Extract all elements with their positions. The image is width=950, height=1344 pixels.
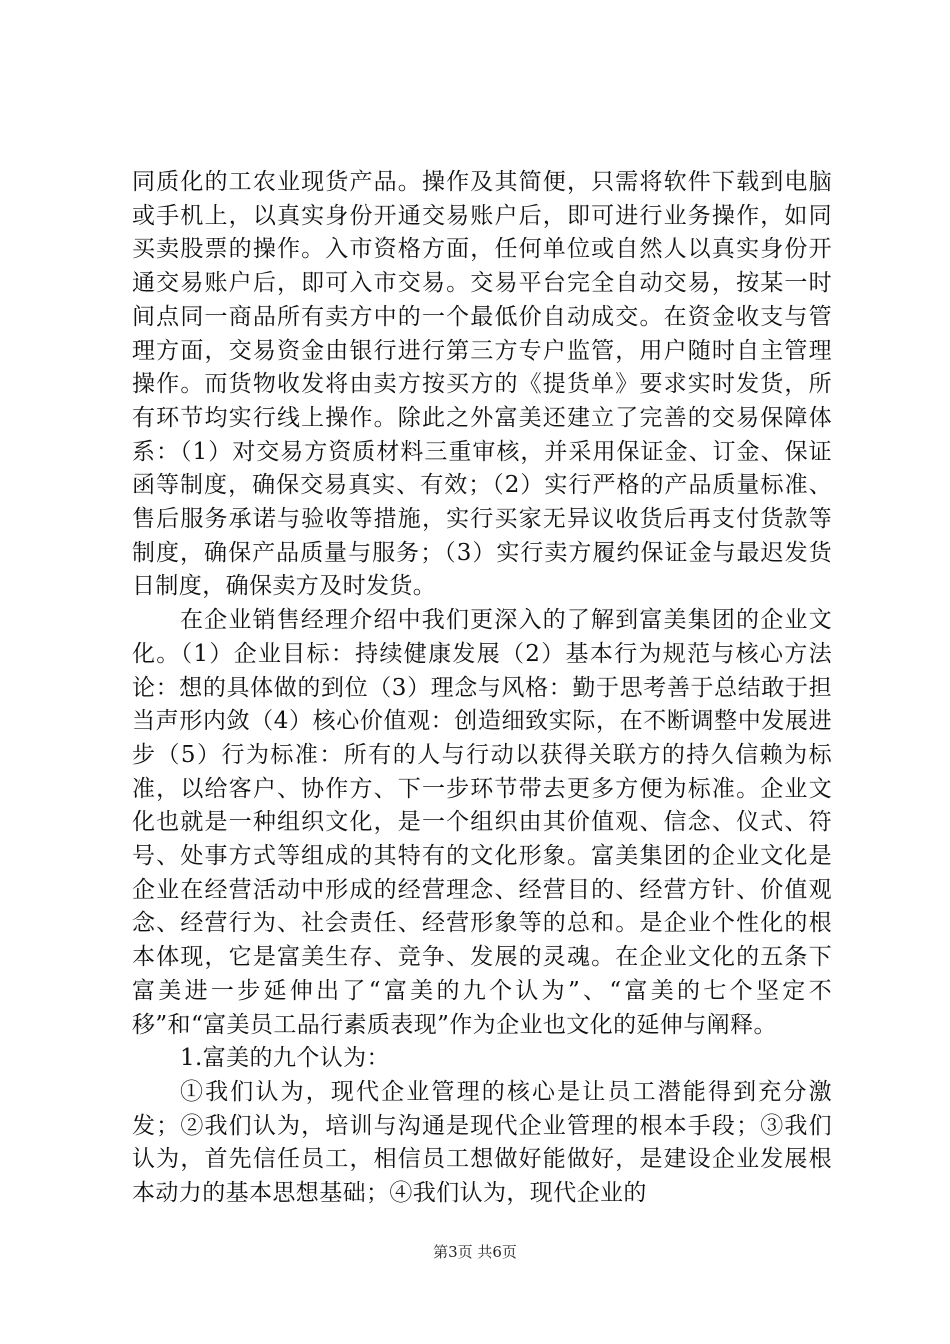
page-number-footer: 第3页 共6页 <box>433 1243 517 1261</box>
paragraph-trading-platform: 同质化的工农业现货产品。操作及其简便，只需将软件下载到电脑或手机上，以真实身份开通交易账户后，即可进行业务操作，如同买卖股票的操作。入市资格方面，任何单位或自然人以真实身份开通交易账户后，即可入市交易。交易平台完全自动交易，按某一时间点同一商品所有卖方中的一个最低价自动成交。在资金收支与管理方面，交易资金由银行进行第三方专户监管，用户随时自主管理操作。而货物收发将由卖方按买方的《提货单》要求实时发货，所有环节均实行线上操作。除此之外富美还建立了完善的交易保障体系：（1）对交易方资质材料三重审核，并采用保证金、订金、保证函等制度，确保交易真实、有效；（2）实行严格的产品质量标准、售后服务承诺与验收等措施，实行买家无异议收货后再支付货款等制度，确保产品质量与服务；（3）实行卖方履约保证金与最迟发货日制度，确保卖方及时发货。 <box>132 169 832 600</box>
paragraph-nine-beliefs: ①我们认为，现代企业管理的核心是让员工潜能得到充分激发；②我们认为，培训与沟通是现代企业管理的根本手段；③我们认为，首先信任员工，相信员工想做好能做好，是建设企业发展根本动力的基本思想基础；④我们认为，现代企业的 <box>132 1078 832 1207</box>
section-heading-nine-beliefs: 1.富美的九个认为： <box>180 1045 390 1072</box>
document-body <box>132 166 832 1211</box>
paragraph-corporate-culture: 在企业销售经理介绍中我们更深入的了解到富美集团的企业文化。（1）企业目标：持续健康发展（2）基本行为规范与核心方法论：想的具体做的到位（3）理念与风格：勤于思考善于总结敢于担当声形内敛（4）核心价值观：创造细致实际，在不断调整中发展进步（5）行为标准：所有的人与行动以获得关联方的持久信赖为标准，以给客户、协作方、下一步环节带去更多方便为标准。企业文化也就是一种组织文化，是一个组织由其价值观、信念、仪式、符号、处事方式等组成的其特有的文化形象。富美集团的企业文化是企业在经营活动中形成的经营理念、经营目的、经营方针、价值观念、经营行为、社会责任、经营形象等的总和。是企业个性化的根本体现，它是富美生存、竞争、发展的灵魂。在企业文化的五条下富美进一步延伸出了“富美的九个认为”、“富美的七个坚定不移”和“富美员工品行素质表现”作为企业也文化的延伸与阐释。 <box>132 607 832 1038</box>
